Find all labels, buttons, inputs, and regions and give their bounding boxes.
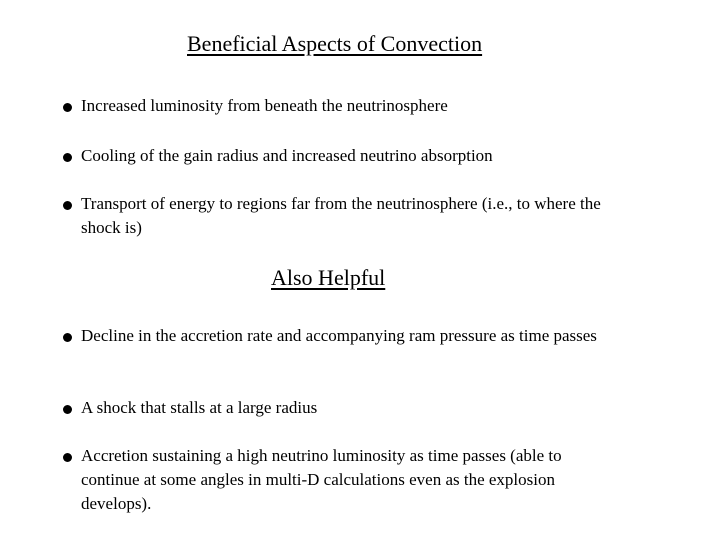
bullet-text: Cooling of the gain radius and increased neutrino absorption xyxy=(81,146,493,165)
bullet-dot-icon xyxy=(63,103,72,112)
bullet-item xyxy=(63,444,623,516)
section-subtitle: Also Helpful xyxy=(271,265,386,290)
bullet-dot-icon xyxy=(63,201,72,210)
bullet-dot-icon xyxy=(63,153,72,162)
bullet-item xyxy=(63,94,623,118)
bullet-text: Accretion sustaining a high neutrino luminosity as time passes (able to continue at some angles in multi-D calculations even as the explosion develops). xyxy=(81,446,562,513)
bullet-text: Increased luminosity from beneath the neutrinosphere xyxy=(81,96,448,115)
bullet-dot-icon xyxy=(63,453,72,462)
slide-title: Beneficial Aspects of Convection xyxy=(187,31,483,56)
bullet-item xyxy=(63,396,623,420)
bullet-item xyxy=(63,144,623,168)
bullet-text: Transport of energy to regions far from the neutrinosphere (i.e., to where the shock is) xyxy=(81,194,601,237)
bullet-dot-icon xyxy=(63,405,72,414)
bullet-item xyxy=(63,324,623,348)
bullet-text: Decline in the accretion rate and accompanying ram pressure as time passes xyxy=(81,326,597,345)
bullet-text: A shock that stalls at a large radius xyxy=(81,398,318,417)
bullet-dot-icon xyxy=(63,333,72,342)
bullet-item xyxy=(63,192,623,240)
